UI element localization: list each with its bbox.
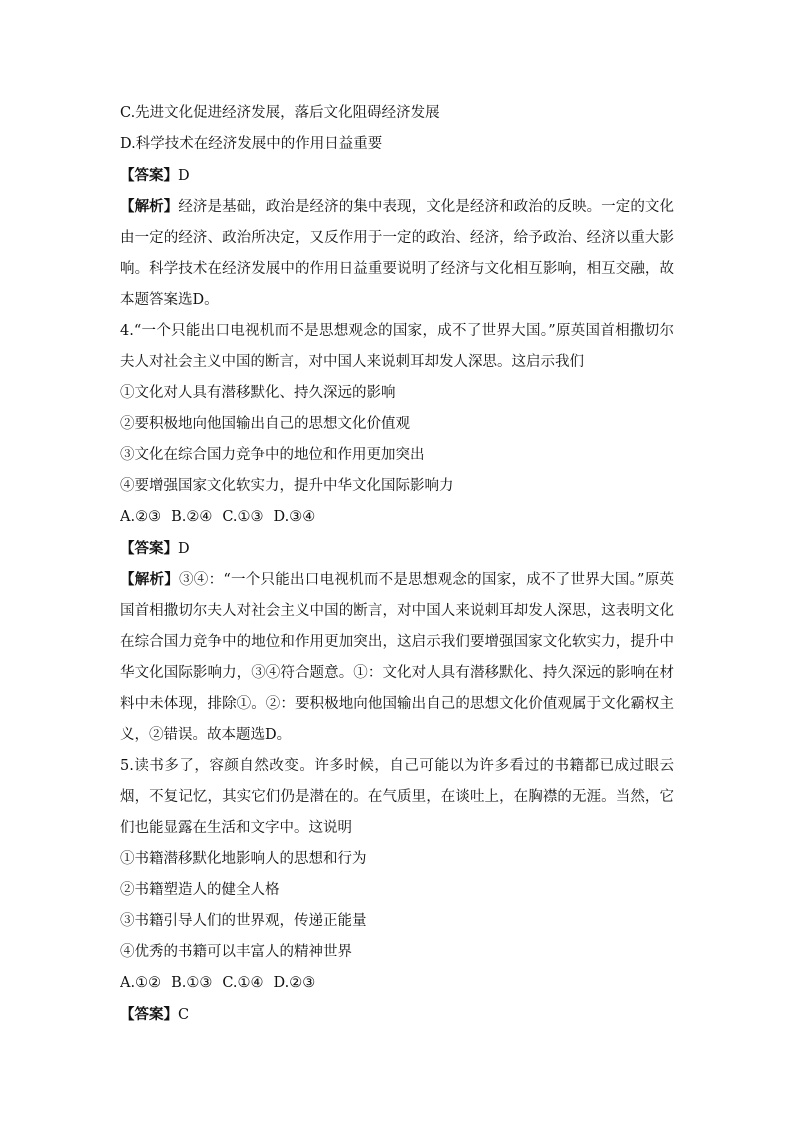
q5-statement-2: ②书籍塑造人的健全人格 bbox=[120, 882, 280, 898]
q4-analysis-tag: 【解析】 bbox=[120, 571, 180, 588]
option-c: C.先进文化促进经济发展，落后文化阻碍经济发展 bbox=[120, 105, 440, 121]
q5-statement-3: ③书籍引导人们的世界观，传递正能量 bbox=[120, 913, 367, 929]
q5-statement-4: ④优秀的书籍可以丰富人的精神世界 bbox=[120, 944, 352, 960]
q5-answer-line bbox=[120, 999, 674, 1030]
q4-choice-c: C.①③ bbox=[222, 509, 264, 525]
q4-choice-d: D.③④ bbox=[273, 509, 316, 525]
q5-choice-d: D.②③ bbox=[273, 975, 316, 991]
q4-statement-3: ③文化在综合国力竞争中的地位和作用更加突出 bbox=[120, 447, 425, 463]
q5-choice-b: B.①③ bbox=[171, 975, 213, 991]
question-4-stem: 4.“一个只能出口电视机而不是思想观念的国家，成不了世界大国。”原英国首相撒切尔夫人对社会主义中国的断言，对中国人来说刺耳却发人深思。这启示我们 bbox=[120, 323, 674, 370]
q4-answer-value: D bbox=[178, 541, 190, 557]
q4-statement-2: ②要积极地向他国输出自己的思想文化价值观 bbox=[120, 416, 410, 432]
q5-choice-c: C.①④ bbox=[222, 975, 264, 991]
q4-choices bbox=[120, 502, 674, 533]
question-5-stem: 5.读书多了，容颜自然改变。许多时候，自己可能以为许多看过的书籍都已成过眼云烟，不复记忆，其实它们仍是潜在的。在气质里，在谈吐上，在胸襟的无涯。当然，它们也能显露在生活和文字中。这说明 bbox=[120, 758, 674, 836]
answer-value: D bbox=[178, 168, 190, 184]
q4-analysis-paragraph bbox=[120, 564, 674, 751]
q4-statement-4: ④要增强国家文化软实力，提升中华文化国际影响力 bbox=[120, 478, 454, 494]
answer-tag: 【答案】 bbox=[120, 167, 178, 184]
q4-answer-line bbox=[120, 533, 674, 564]
q5-answer-value: C bbox=[178, 1007, 190, 1023]
q4-choice-b: B.②④ bbox=[171, 509, 213, 525]
analysis-text: 经济是基础，政治是经济的集中表现，文化是经济和政治的反映。一定的文化由一定的经济、政治所决定，又反作用于一定的政治、经济，给予政治、经济以重大影响。科学技术在经济发展中的作用日益重要说明了经济与文化相互影响，相互交融，故本题答案选D。 bbox=[120, 199, 675, 308]
q4-answer-tag: 【答案】 bbox=[120, 540, 178, 557]
q4-choice-a: A.②③ bbox=[120, 509, 162, 525]
analysis-tag: 【解析】 bbox=[120, 198, 179, 215]
option-d: D.科学技术在经济发展中的作用日益重要 bbox=[120, 136, 383, 152]
q5-choices bbox=[120, 968, 674, 999]
analysis-paragraph bbox=[120, 191, 674, 316]
q4-analysis-text: ③④：“一个只能出口电视机而不是思想观念的国家，成不了世界大国。”原英国首相撒切尔夫人对社会主义中国的断言，对中国人来说刺耳却发人深思，这表明文化在综合国力竞争中的地位和作用更加突出，这启示我们要增强国家文化软实力，提升中华文化国际影响力，③④符合题意。①：文化对人具有潜移默化、持久深远的影响在材料中未体现，排除①。②：要积极地向他国输出自己的思想文化价值观属于文化霸权主义，②错误。故本题选D。 bbox=[120, 572, 674, 743]
q4-statement-1: ①文化对人具有潜移默化、持久深远的影响 bbox=[120, 385, 396, 401]
q5-answer-tag: 【答案】 bbox=[120, 1006, 178, 1023]
q5-statement-1: ①书籍潜移默化地影响人的思想和行为 bbox=[120, 851, 367, 867]
answer-line bbox=[120, 160, 674, 191]
document-page bbox=[120, 98, 674, 1030]
q5-choice-a: A.①② bbox=[120, 975, 162, 991]
